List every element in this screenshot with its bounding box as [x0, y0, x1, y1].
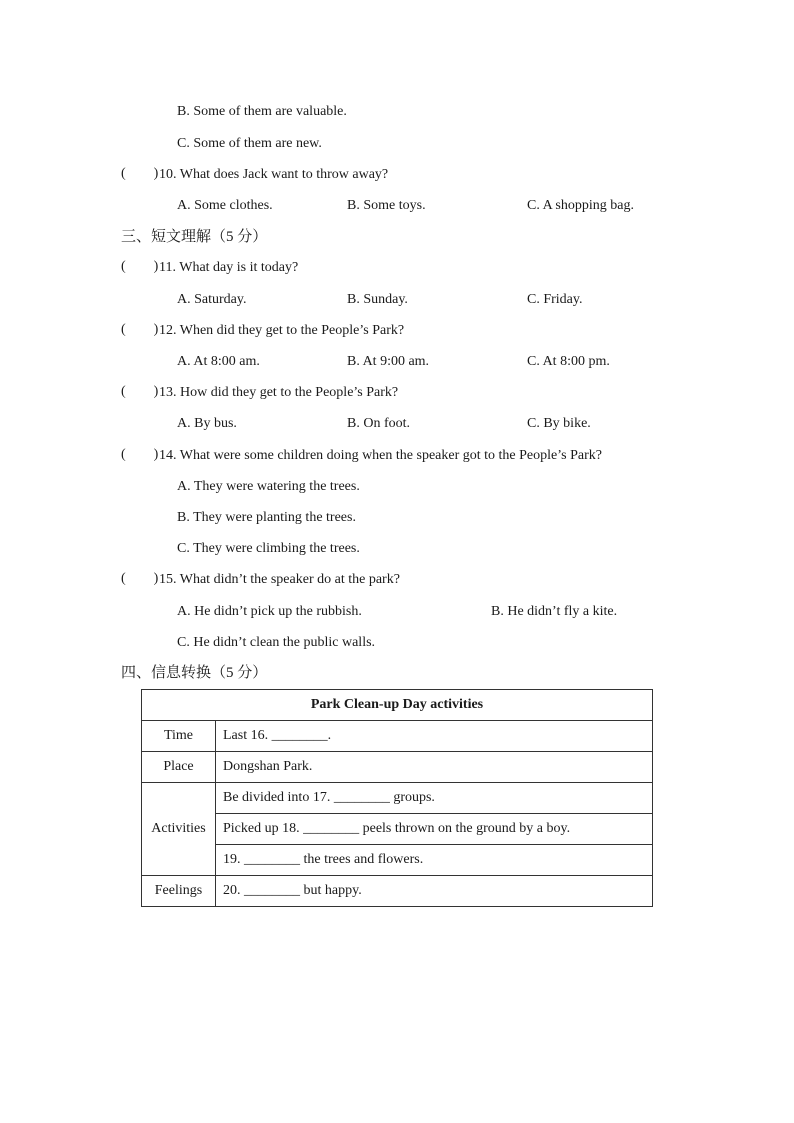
option-a: A. Saturday.: [177, 292, 247, 307]
answer-bracket[interactable]: ( ): [121, 447, 159, 462]
question-text: 10. What does Jack want to throw away?: [159, 167, 389, 182]
table-header: Park Clean-up Day activities: [142, 690, 653, 721]
table-row: [142, 752, 653, 783]
option-c: C. At 8:00 pm.: [527, 354, 610, 369]
option-c: C. They were climbing the trees.: [177, 541, 360, 556]
option-b: B. Some toys.: [347, 198, 426, 213]
feelings-value[interactable]: 20. ________ but happy.: [216, 876, 653, 907]
activities-label: Activities: [142, 783, 216, 876]
answer-bracket[interactable]: ( ): [121, 384, 159, 399]
option-a: A. At 8:00 am.: [177, 354, 260, 369]
q9-option-b: B. Some of them are valuable.: [177, 104, 347, 119]
table-row: [142, 876, 653, 907]
question-text: 15. What didn’t the speaker do at the park?: [159, 572, 400, 587]
table-row: [142, 845, 653, 876]
table-header-row: [142, 690, 653, 721]
option-b: B. On foot.: [347, 416, 410, 431]
option-b: B. Sunday.: [347, 292, 408, 307]
question-text: 14. What were some children doing when the speaker got to the People’s Park?: [159, 448, 602, 463]
answer-bracket[interactable]: ( ): [121, 322, 159, 337]
option-a: A. By bus.: [177, 416, 237, 431]
option-a: A. Some clothes.: [177, 198, 273, 213]
option-c: C. He didn’t clean the public walls.: [177, 635, 376, 650]
feelings-label: Feelings: [142, 876, 216, 907]
option-b: B. He didn’t fly a kite.: [491, 604, 618, 619]
time-label: Time: [142, 721, 216, 752]
activity-1[interactable]: Be divided into 17. ________ groups.: [216, 783, 653, 814]
answer-bracket[interactable]: ( ): [121, 166, 159, 181]
time-value[interactable]: Last 16. ________.: [216, 721, 653, 752]
option-a: A. They were watering the trees.: [177, 479, 360, 494]
q9-option-c: C. Some of them are new.: [177, 136, 322, 151]
activity-3[interactable]: 19. ________ the trees and flowers.: [216, 845, 653, 876]
question-text: 12. When did they get to the People’s Park?: [159, 323, 405, 338]
place-value: Dongshan Park.: [216, 752, 653, 783]
activities-table: [141, 689, 653, 907]
option-a: A. He didn’t pick up the rubbish.: [177, 604, 362, 619]
option-b: B. They were planting the trees.: [177, 510, 356, 525]
answer-bracket[interactable]: ( ): [121, 259, 159, 274]
option-b: B. At 9:00 am.: [347, 354, 430, 369]
option-c: C. Friday.: [527, 292, 583, 307]
question-text: 13. How did they get to the People’s Park?: [159, 385, 399, 400]
option-c: C. By bike.: [527, 416, 591, 431]
activity-2[interactable]: Picked up 18. ________ peels thrown on the ground by a boy.: [216, 814, 653, 845]
table-row: [142, 721, 653, 752]
question-text: 11. What day is it today?: [159, 260, 299, 275]
section-title-info-transfer: 四、信息转换（5 分）: [121, 665, 268, 681]
section-title-reading: 三、短文理解（5 分）: [121, 229, 268, 245]
answer-bracket[interactable]: ( ): [121, 571, 159, 586]
place-label: Place: [142, 752, 216, 783]
table-row: [142, 814, 653, 845]
table-row: [142, 783, 653, 814]
option-c: C. A shopping bag.: [527, 198, 634, 213]
